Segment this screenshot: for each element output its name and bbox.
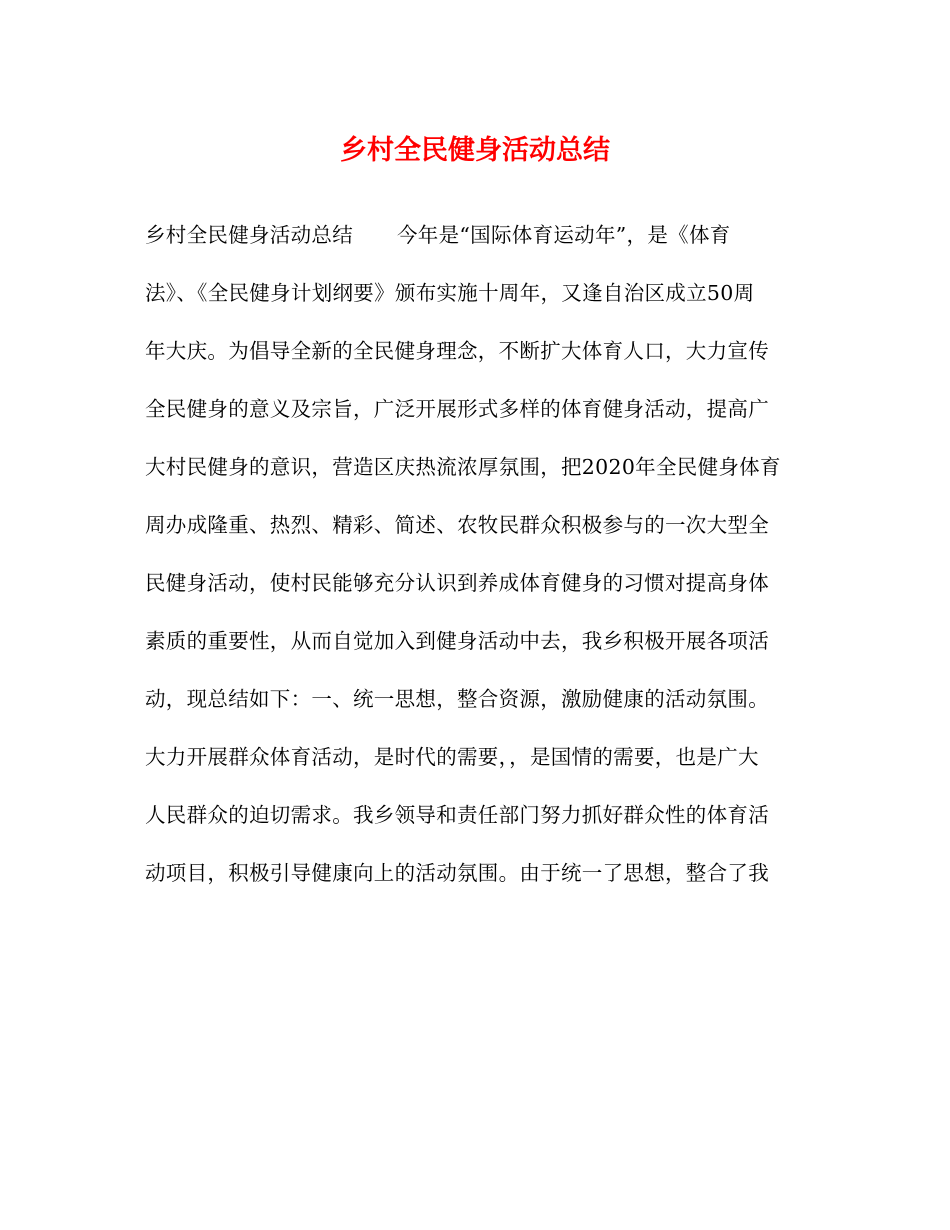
body-line-12: 动项目，积极引导健康向上的活动氛围。由于统一了思想，整合了我 [145,861,769,885]
body-line-4: 全民健身的意义及宗旨，广泛开展形式多样的体育健身活动，提高广 [145,397,769,421]
body-line-1 [145,212,807,270]
body-line-5: 大村民健身的意识，营造区庆热流浓厚氛围，把2020年全民健身体育 [145,455,781,479]
body-line-2: 法》、《全民健身计划纲要》颁布实施十周年，又逢自治区成立50周 [145,281,755,305]
document-body [145,212,807,908]
body-line-6: 周办成隆重、热烈、精彩、简述、农牧民群众积极参与的一次大型全 [145,513,769,537]
body-line-11: 人民群众的迫切需求。我乡领导和责任部门努力抓好群众性的体育活 [145,803,769,827]
body-line-10: 大力开展群众体育活动，是时代的需要，，是国情的需要，也是广大 [145,745,759,769]
body-line-1-heading: 乡村全民健身活动总结 [145,223,353,247]
body-line-8: 素质的重要性，从而自觉加入到健身活动中去，我乡积极开展各项活 [145,629,769,653]
document-title: 乡村全民健身活动总结 [340,135,610,166]
body-line-3: 年大庆。为倡导全新的全民健身理念，不断扩大体育人口，大力宣传 [145,339,769,363]
body-line-7: 民健身活动，使村民能够充分认识到养成体育健身的习惯对提高身体 [145,571,769,595]
body-line-1-text: 今年是“国际体育运动年”，是《体育 [397,223,731,247]
body-line-9: 动，现总结如下：一、统一思想，整合资源，激励健康的活动氛围。 [145,687,769,711]
